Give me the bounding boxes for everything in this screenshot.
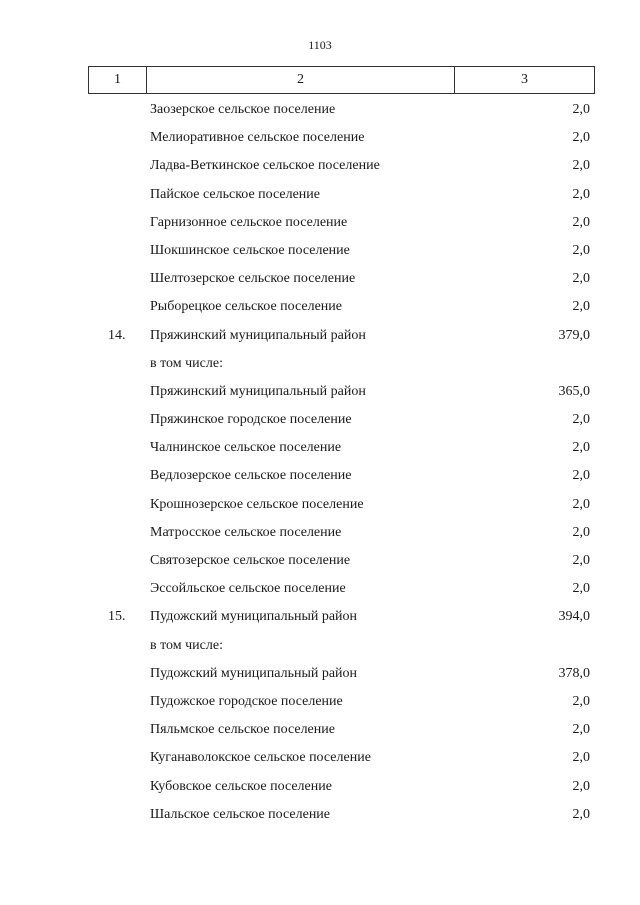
row-value: 2,0 (572, 750, 590, 766)
table-row (88, 547, 595, 575)
table-row (88, 462, 595, 490)
row-value: 2,0 (572, 299, 590, 315)
row-name: Пряжинское городское поселение (150, 412, 352, 428)
row-name: Крошнозерское сельское поселение (150, 496, 364, 512)
row-number: 14. (108, 327, 126, 343)
row-name: Святозерское сельское поселение (150, 553, 351, 568)
table-header (88, 66, 595, 94)
table-row (88, 124, 595, 152)
table-row (88, 293, 595, 321)
table-row (88, 773, 595, 801)
table-row (88, 96, 595, 124)
row-value: 2,0 (572, 468, 590, 484)
row-value: 2,0 (572, 186, 590, 202)
row-value: 378,0 (558, 665, 590, 681)
row-name: Пудожское городское поселение (150, 693, 343, 709)
row-name: Пудожский муниципальный район (150, 665, 358, 681)
header-col-1: 1 (89, 67, 147, 93)
row-name: Пудожский муниципальный район (150, 609, 358, 625)
row-name: Мелиоративное сельское поселение (150, 130, 365, 146)
row-value: 365,0 (558, 383, 590, 399)
table-row (88, 237, 595, 265)
row-value: 2,0 (572, 130, 590, 146)
row-value: 2,0 (572, 271, 590, 287)
header-col-2: 2 (147, 67, 455, 93)
row-value: 2,0 (572, 242, 590, 258)
row-name: Пряжинский муниципальный район (150, 327, 366, 343)
row-value: 2,0 (572, 524, 590, 540)
row-name: Кубовское сельское поселение (150, 778, 332, 794)
row-name: в том числе: (150, 355, 223, 371)
row-value: 2,0 (572, 581, 590, 597)
row-value: 379,0 (558, 327, 590, 343)
row-name: Заозерское сельское поселение (150, 102, 336, 117)
row-value: 2,0 (572, 806, 590, 822)
row-value: 2,0 (572, 722, 590, 738)
row-value: 2,0 (572, 214, 590, 230)
table-row (88, 603, 595, 631)
row-name: Пайское сельское поселение (150, 186, 321, 202)
table-row (88, 744, 595, 772)
table-row (88, 688, 595, 716)
row-name: Пряжинский муниципальный район (150, 383, 366, 399)
table-row (88, 632, 595, 660)
table-row (88, 406, 595, 434)
table-row (88, 491, 595, 519)
row-name: Чалнинское сельское поселение (150, 440, 342, 456)
table-row (88, 801, 595, 829)
row-name: Эссойльское сельское поселение (150, 581, 346, 597)
table-body (88, 96, 595, 829)
row-value: 2,0 (572, 553, 590, 568)
table-row (88, 322, 595, 350)
table-row (88, 181, 595, 209)
table-row (88, 350, 595, 378)
row-name: Матросское сельское поселение (150, 524, 342, 540)
row-name: Гарнизонное сельское поселение (150, 214, 348, 230)
row-value: 2,0 (572, 693, 590, 709)
row-name: Ладва-Веткинское сельское поселение (150, 158, 380, 174)
row-value: 2,0 (572, 102, 590, 117)
page-number: 1103 (308, 38, 332, 52)
table-row (88, 519, 595, 547)
row-name: Куганаволокское сельское поселение (150, 750, 371, 766)
table-row (88, 660, 595, 688)
table-row (88, 209, 595, 237)
row-value: 2,0 (572, 440, 590, 456)
row-number: 15. (108, 609, 126, 625)
row-name: Шальское сельское поселение (150, 806, 331, 822)
row-name: Шелтозерское сельское поселение (150, 271, 356, 287)
row-name: Шокшинское сельское поселение (150, 242, 350, 258)
table-row (88, 716, 595, 744)
row-value: 2,0 (572, 412, 590, 428)
table-row (88, 265, 595, 293)
row-value: 2,0 (572, 778, 590, 794)
row-name: Рыборецкое сельское поселение (150, 299, 342, 315)
row-name: Ведлозерское сельское поселение (150, 468, 352, 484)
table-row (88, 434, 595, 462)
row-value: 2,0 (572, 496, 590, 512)
table-row (88, 378, 595, 406)
table-row (88, 152, 595, 180)
row-name: Пяльмское сельское поселение (150, 722, 335, 738)
table-row (88, 575, 595, 603)
row-name: в том числе: (150, 637, 223, 653)
row-value: 394,0 (558, 609, 590, 625)
row-value: 2,0 (572, 158, 590, 174)
header-col-3: 3 (521, 72, 528, 87)
